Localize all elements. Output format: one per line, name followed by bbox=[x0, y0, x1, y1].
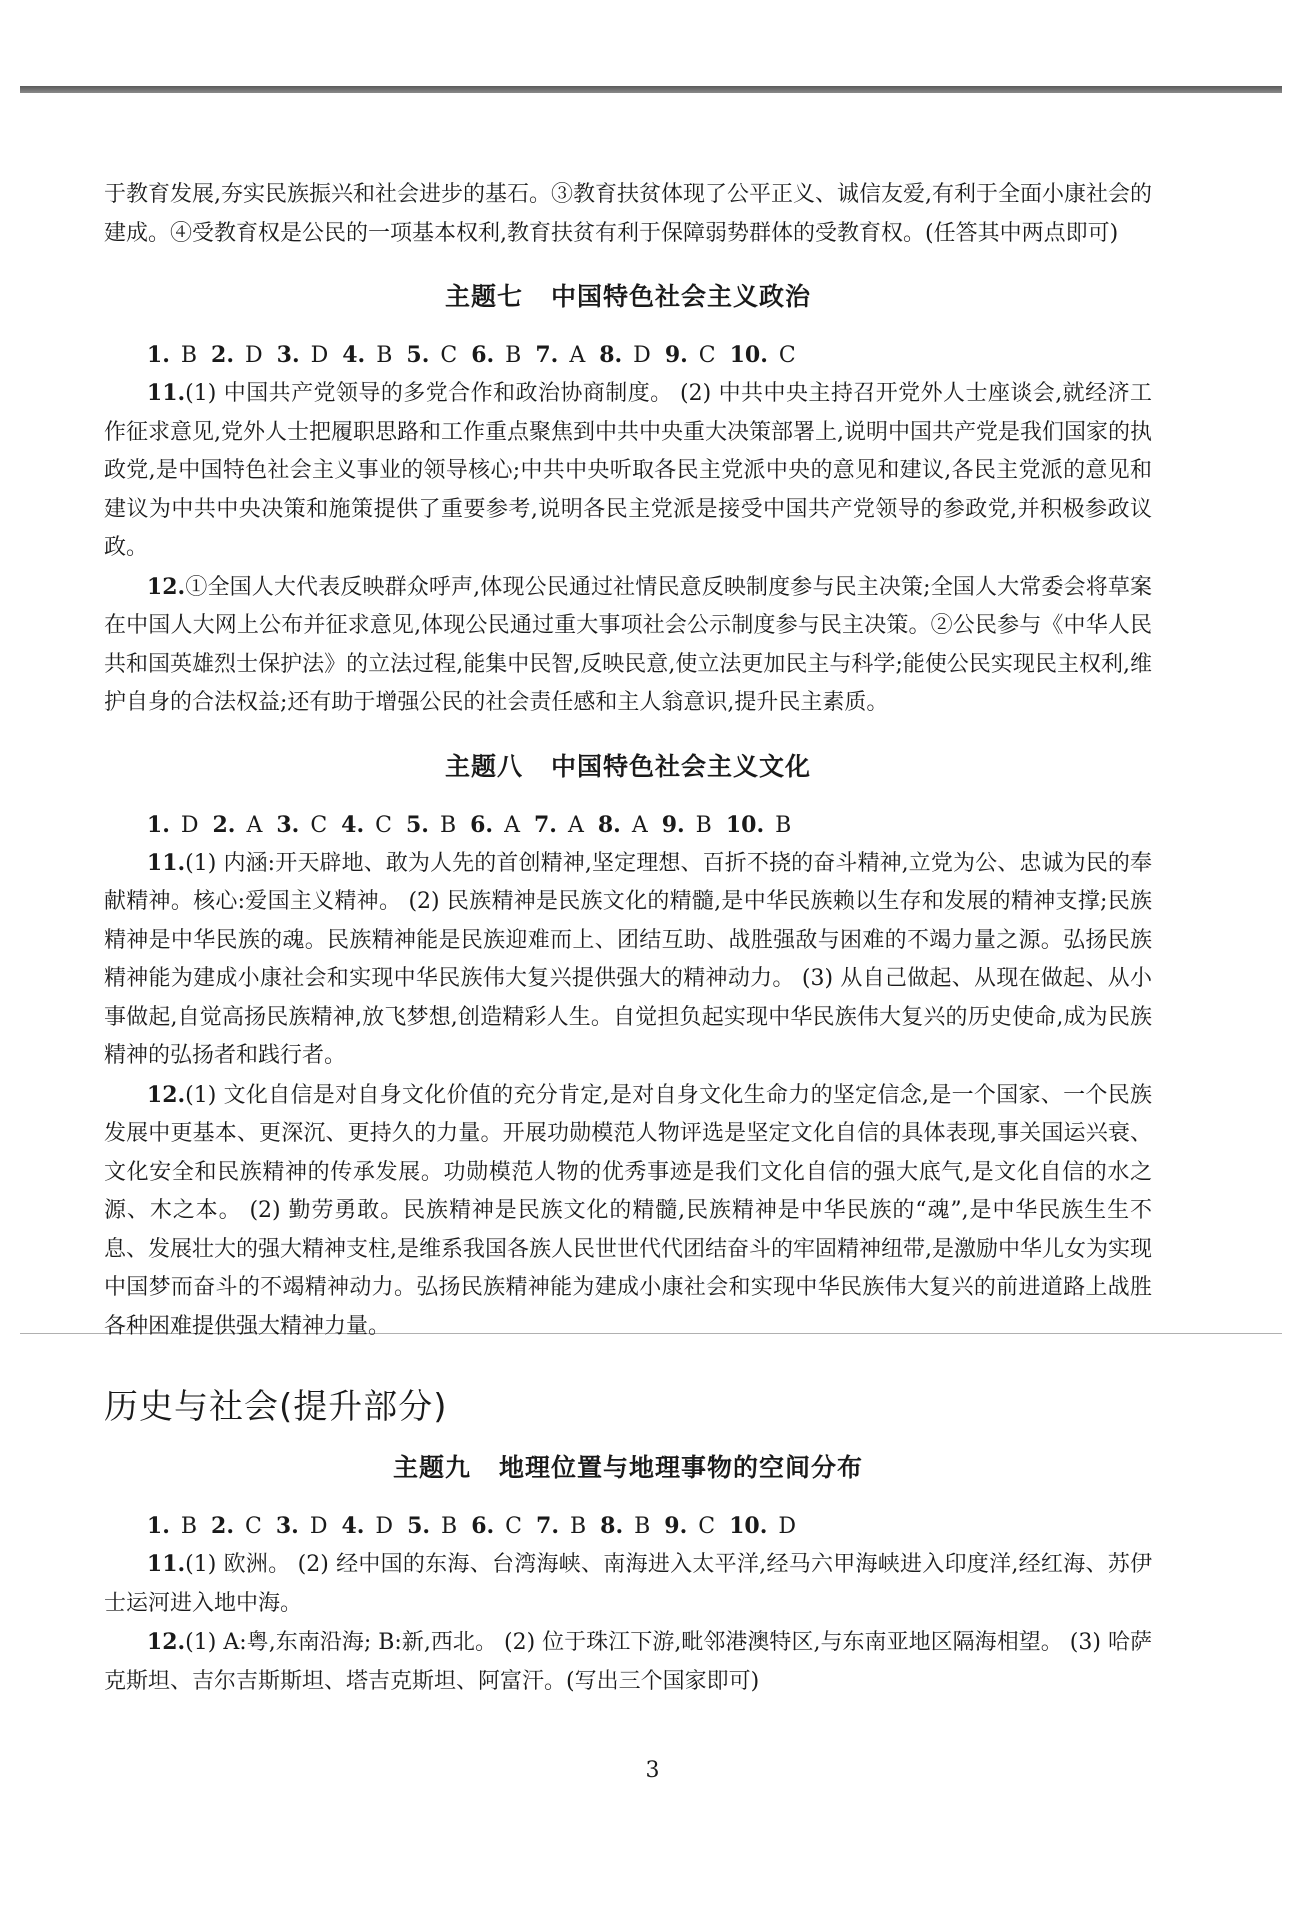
topic8-q12-num: 12. bbox=[146, 1081, 186, 1108]
mcq-item bbox=[211, 1514, 262, 1539]
mcq-item bbox=[211, 343, 263, 368]
topic7-q12-num: 12. bbox=[146, 573, 186, 600]
mcq-answer: C bbox=[440, 343, 458, 368]
topic8-q12-text: (1) 文化自信是对自身文化价值的充分肯定,是对自身文化生命力的坚定信念,是一个国家、一个民族发展中更基本、更深沉、更持久的力量。开展功勋模范人物评选是坚定文化自信的具体表现,事关国运兴衰、文化安全和民族精神的传承发展。功勋模范人物的优秀事迹是我们文化自信的强大底气,是文化自信的水之源、木之本。 (2) 勤劳勇敢。民族精神是民族文化的精髓,民族精神是中华民族的“魂”,是中华民族生生不息、发展壮大的强大精神支柱,是维系我国各族人民世世代代团结奋斗的牢固精神纽带,是激励中华儿女为实现中国梦而奋斗的不竭精神动力。弘扬民族精神能为建成小康社会和实现中华民族伟大复兴的前进道路上战胜各种困难提供强大精神力量。 bbox=[104, 1082, 1152, 1339]
topic8-q11-text: (1) 内涵:开天辟地、敢为人先的首创精神,坚定理想、百折不挠的奋斗精神,立党为公、忠诚为民的奉献精神。核心:爱国主义精神。 (2) 民族精神是民族文化的精髓,是中华民族赖以生存和发展的精神支撑;民族精神是中华民族的魂。民族精神能是民族迎难而上、团结互助、战胜强敌与困难的不竭力量之源。弘扬民族精神能为建成小康社会和实现中华民族伟大复兴提供强大的精神动力。 (3) 从自己做起、从现在做起、从小事做起,自觉高扬民族精神,放飞梦想,创造精彩人生。自觉担负起实现中华民族伟大复兴的历史使命,成为民族精神的弘扬者和践行者。 bbox=[104, 850, 1152, 1068]
topic7-q11-text: (1) 中国共产党领导的多党合作和政治协商制度。 (2) 中共中央主持召开党外人士座谈会,就经济工作征求意见,党外人士把履职思路和工作重点聚焦到中共中央重大决策部署上,说明中国共产党是我们国家的执政党,是中国特色社会主义事业的领导核心;中共中央听取各民主党派中央的意见和建议,各民主党派的意见和建议为中共中央决策和施策提供了重要参考,说明各民主党派是接受中国共产党领导的参政党,并积极参政议政。 bbox=[104, 381, 1152, 560]
mcq-item bbox=[471, 343, 521, 368]
mcq-answer: B bbox=[439, 812, 457, 838]
topic7-title bbox=[104, 279, 1152, 315]
mcq-question-number: 5. bbox=[406, 342, 430, 368]
mcq-question-number: 2. bbox=[211, 1513, 234, 1539]
mcq-question-number: 3. bbox=[276, 811, 300, 838]
mcq-question-number: 1. bbox=[146, 342, 170, 368]
topic9-q12-text: (1) A:粤,东南沿海; B:新,西北。 (2) 位于珠江下游,毗邻港澳特区,与东南亚地区隔海相望。 (3) 哈萨克斯坦、吉尔吉斯斯坦、塔吉克斯坦、阿富汗。(写出三个国家即可) bbox=[104, 1630, 1152, 1694]
mcq-question-number: 2. bbox=[211, 342, 234, 368]
mcq-question-number: 9. bbox=[664, 342, 688, 368]
page-body bbox=[104, 176, 1152, 1701]
mcq-item bbox=[726, 813, 791, 838]
mcq-question-number: 9. bbox=[661, 811, 685, 838]
mcq-question-number: 10. bbox=[729, 1513, 768, 1539]
topic7-title-name: 中国特色社会主义政治 bbox=[551, 282, 812, 311]
mcq-question-number: 8. bbox=[599, 342, 623, 368]
mcq-item bbox=[665, 343, 716, 368]
mcq-item bbox=[471, 1514, 522, 1539]
mcq-answer: B bbox=[180, 1514, 198, 1539]
mcq-item bbox=[664, 1514, 715, 1539]
topic9-title-num: 主题九 bbox=[392, 1453, 471, 1482]
mcq-question-number: 8. bbox=[597, 811, 621, 838]
topic8-title bbox=[104, 749, 1152, 785]
mcq-answer: B bbox=[376, 343, 393, 368]
topic9-mcq-answers bbox=[104, 1508, 1152, 1545]
mcq-item bbox=[470, 813, 520, 838]
topic9-title-name: 地理位置与地理事物的空间分布 bbox=[499, 1453, 864, 1482]
mcq-item bbox=[147, 343, 197, 368]
mcq-item bbox=[534, 813, 584, 838]
topic7-title-num: 主题七 bbox=[444, 282, 523, 311]
mcq-question-number: 4. bbox=[341, 811, 365, 838]
part-title: 历史与社会(提升部分) bbox=[104, 1387, 448, 1427]
mcq-item bbox=[276, 813, 327, 838]
mcq-question-number: 9. bbox=[664, 1513, 688, 1539]
mcq-question-number: 10. bbox=[725, 811, 765, 838]
mcq-item bbox=[147, 813, 199, 838]
mcq-item bbox=[213, 813, 263, 838]
mcq-answer: D bbox=[778, 1514, 797, 1539]
mcq-answer: B bbox=[695, 812, 712, 838]
mcq-question-number: 6. bbox=[470, 811, 494, 838]
mcq-answer: A bbox=[569, 343, 586, 368]
mcq-answer: D bbox=[633, 343, 651, 368]
mcq-item bbox=[536, 1514, 586, 1539]
header-rule bbox=[20, 86, 1282, 93]
mcq-question-number: 10. bbox=[729, 342, 768, 368]
mcq-question-number: 1. bbox=[146, 1513, 170, 1539]
topic9-q11-text: (1) 欧洲。 (2) 经中国的东海、台湾海峡、南海进入太平洋,经马六甲海峡进入印度洋,经红海、苏伊士运河进入地中海。 bbox=[104, 1552, 1152, 1616]
topic8-q11-num: 11. bbox=[146, 849, 186, 876]
topic9-q12 bbox=[104, 1623, 1152, 1701]
mcq-question-number: 7. bbox=[536, 1513, 559, 1539]
mcq-answer: C bbox=[245, 1514, 262, 1539]
mcq-item bbox=[277, 343, 329, 368]
mcq-question-number: 6. bbox=[471, 342, 495, 368]
mcq-item bbox=[729, 1514, 796, 1539]
mcq-question-number: 5. bbox=[407, 1513, 431, 1539]
mcq-question-number: 8. bbox=[600, 1513, 624, 1539]
topic9-q11 bbox=[104, 1545, 1152, 1623]
mcq-answer: D bbox=[309, 1514, 328, 1539]
mcq-answer: B bbox=[775, 812, 792, 838]
mcq-answer: C bbox=[698, 343, 716, 368]
mcq-item bbox=[535, 343, 585, 368]
topic7-q12 bbox=[104, 568, 1152, 723]
mcq-question-number: 3. bbox=[275, 1513, 299, 1539]
topic9-q12-num: 12. bbox=[146, 1629, 186, 1655]
mcq-answer: D bbox=[375, 1514, 394, 1539]
mcq-item bbox=[276, 1514, 328, 1539]
intro-paragraph: 于教育发展,夯实民族振兴和社会进步的基石。③教育扶贫体现了公平正义、诚信友爱,有利于全面小康社会的建成。④受教育权是公民的一项基本权利,教育扶贫有利于保障弱势群体的受教育权。(任答其中两点即可) bbox=[104, 182, 1152, 246]
mcq-answer: B bbox=[634, 1514, 651, 1539]
mcq-answer: D bbox=[310, 343, 329, 368]
topic7-mcq-answers bbox=[104, 337, 1152, 374]
mcq-answer: B bbox=[441, 1514, 458, 1539]
mcq-question-number: 1. bbox=[146, 811, 170, 838]
mcq-answer: C bbox=[505, 1514, 523, 1539]
mcq-item bbox=[406, 343, 457, 368]
mcq-item bbox=[600, 1514, 650, 1539]
mcq-answer: D bbox=[180, 812, 199, 838]
mcq-item bbox=[407, 1514, 457, 1539]
mcq-answer: A bbox=[504, 812, 520, 838]
topic8-title-num: 主题八 bbox=[444, 751, 523, 781]
topic9-q11-num: 11. bbox=[146, 1551, 186, 1577]
mcq-question-number: 7. bbox=[533, 811, 557, 838]
mcq-item bbox=[662, 813, 712, 838]
mcq-item bbox=[341, 1514, 393, 1539]
topic8-mcq-answers bbox=[104, 807, 1152, 844]
mcq-answer: A bbox=[246, 812, 263, 838]
topic7-q12-text: ①全国人大代表反映群众呼声,体现公民通过社情民意反映制度参与民主决策;全国人大常委会将草案在中国人大网上公布并征求意见,体现公民通过重大事项社会公示制度参与民主决策。②公民参与《中华人民共和国英雄烈士保护法》的立法过程,能集中民智,反映民意,使立法更加民主与科学;能使公民实现民主权利,维护自身的合法权益;还有助于增强公民的社会责任感和主人翁意识,提升民主素质。 bbox=[104, 574, 1152, 715]
mcq-question-number: 4. bbox=[341, 1513, 365, 1539]
mcq-answer: B bbox=[569, 1514, 587, 1539]
mcq-answer: D bbox=[245, 343, 263, 368]
topic8-q12 bbox=[104, 1076, 1152, 1347]
topic9-title bbox=[104, 1450, 1152, 1486]
mcq-item bbox=[341, 813, 392, 838]
mcq-item bbox=[406, 813, 456, 838]
mcq-answer: A bbox=[567, 812, 584, 838]
topic8-q11 bbox=[104, 844, 1152, 1076]
mcq-item bbox=[730, 343, 796, 368]
mcq-question-number: 2. bbox=[212, 811, 236, 838]
mcq-question-number: 3. bbox=[276, 342, 300, 368]
mcq-question-number: 4. bbox=[342, 342, 366, 368]
mcq-answer: B bbox=[505, 343, 522, 368]
mcq-answer: C bbox=[698, 1514, 716, 1539]
mcq-item bbox=[147, 1514, 197, 1539]
topic7-q11 bbox=[104, 374, 1152, 568]
topic7-q11-num: 11. bbox=[146, 380, 186, 406]
mcq-question-number: 7. bbox=[535, 342, 559, 368]
mcq-item bbox=[598, 813, 648, 838]
page-number: 3 bbox=[645, 1758, 660, 1783]
mcq-answer: C bbox=[778, 343, 796, 368]
mcq-question-number: 6. bbox=[471, 1513, 495, 1539]
mcq-answer: C bbox=[310, 812, 328, 838]
mcq-answer: B bbox=[180, 343, 198, 368]
mcq-answer: C bbox=[375, 812, 392, 838]
mcq-question-number: 5. bbox=[405, 811, 429, 838]
mcq-item bbox=[342, 343, 392, 368]
mcq-item bbox=[599, 343, 651, 368]
topic8-title-name: 中国特色社会主义文化 bbox=[551, 751, 812, 781]
mcq-answer: A bbox=[631, 812, 648, 838]
